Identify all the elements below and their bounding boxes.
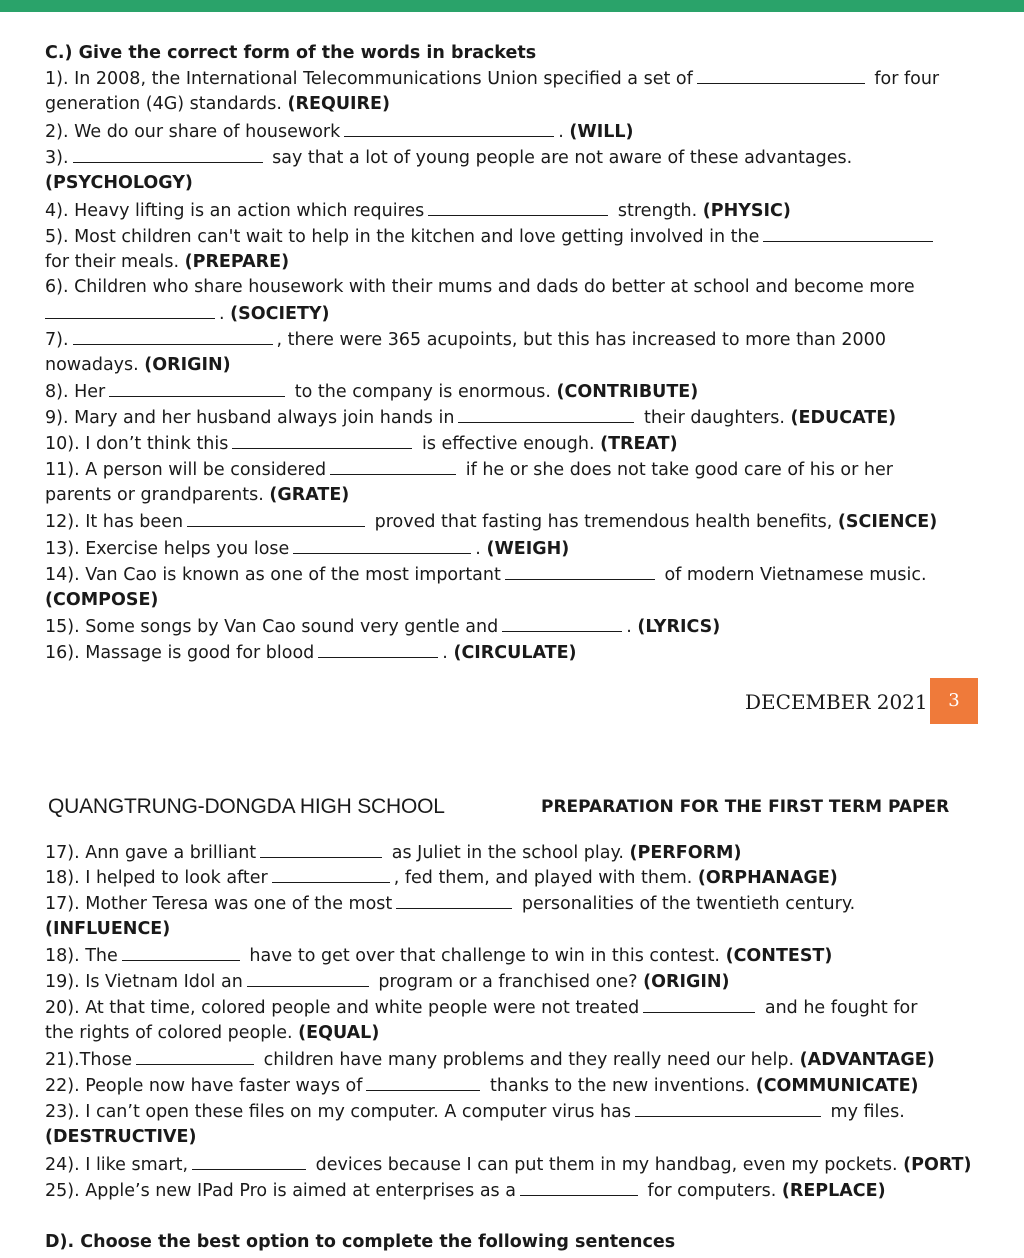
question-11-line-2: parents or grandparents. (GRATE) — [45, 485, 350, 505]
keyword: (CIRCULATE) — [453, 643, 577, 663]
answer-blank[interactable] — [366, 1074, 480, 1091]
keyword: (REQUIRE) — [287, 94, 390, 114]
question-8: 8). Her to the company is enormous. (CONTRIBUTE) — [45, 382, 699, 402]
question-23-line-1: 23). I can’t open these files on my computer. A computer virus has my files. — [45, 1102, 905, 1122]
answer-blank[interactable] — [502, 615, 622, 632]
keyword: (PREPARE) — [184, 252, 290, 272]
question-22: 22). People now have faster ways of thanks to the new inventions. (COMMUNICATE) — [45, 1076, 919, 1096]
question-25: 25). Apple’s new IPad Pro is aimed at enterprises as a for computers. (REPLACE) — [45, 1181, 886, 1201]
keyword: (SCIENCE) — [837, 512, 938, 532]
keyword: (ORIGIN) — [144, 355, 231, 375]
answer-blank[interactable] — [192, 1153, 306, 1170]
question-14-line-2 — [45, 589, 158, 611]
keyword: (EQUAL) — [298, 1023, 380, 1043]
question-3-line-2 — [45, 172, 193, 194]
answer-blank[interactable] — [122, 944, 240, 961]
keyword: (CONTEST) — [725, 946, 833, 966]
keyword: (LYRICS) — [637, 617, 721, 637]
keyword: (TREAT) — [600, 434, 678, 454]
paper-title: PREPARATION FOR THE FIRST TERM PAPER — [541, 797, 950, 817]
keyword: (ADVANTAGE) — [799, 1050, 935, 1070]
question-18b: 18). The have to get over that challenge to win in this contest. (CONTEST) — [45, 946, 833, 966]
question-5-line-1: 5). Most children can't wait to help in the kitchen and love getting involved in the — [45, 225, 937, 247]
section-c-title: C.) Give the correct form of the words in brackets — [45, 43, 537, 63]
question-23-line-2 — [45, 1126, 197, 1148]
keyword: (INFLUENCE) — [45, 919, 171, 939]
keyword: (COMMUNICATE) — [755, 1076, 919, 1096]
question-5-line-2: for their meals. (PREPARE) — [45, 252, 290, 272]
question-1-line-2: generation (4G) standards. (REQUIRE) — [45, 94, 390, 114]
question-6-line-1: 6). Children who share housework with their mums and dads do better at school and become more — [45, 277, 915, 297]
keyword: (GRATE) — [269, 485, 350, 505]
answer-blank[interactable] — [505, 563, 655, 580]
answer-blank[interactable] — [330, 458, 456, 475]
question-17b-line-1: 17). Mother Teresa was one of the most personalities of the twentieth century. — [45, 894, 856, 914]
keyword: (EDUCATE) — [790, 408, 897, 428]
question-19: 19). Is Vietnam Idol an program or a franchised one? (ORIGIN) — [45, 972, 730, 992]
question-17: 17). Ann gave a brilliant as Juliet in the school play. (PERFORM) — [45, 843, 742, 863]
answer-blank[interactable] — [136, 1048, 254, 1065]
answer-blank[interactable] — [318, 641, 438, 658]
answer-blank[interactable] — [520, 1179, 638, 1196]
question-18: 18). I helped to look after , fed them, and played with them. (ORPHANAGE) — [45, 868, 838, 888]
keyword: (CONTRIBUTE) — [556, 382, 699, 402]
school-name: QUANGTRUNG-DONGDA HIGH SCHOOL — [48, 795, 445, 818]
keyword: (DESTRUCTIVE) — [45, 1127, 197, 1147]
question-13: 13). Exercise helps you lose . (WEIGH) — [45, 539, 570, 559]
question-16: 16). Massage is good for blood . (CIRCULATE) — [45, 643, 577, 663]
answer-blank[interactable] — [73, 328, 273, 345]
question-11-line-1: 11). A person will be considered if he or she does not take good care of his or her — [45, 460, 893, 480]
answer-blank[interactable] — [697, 67, 865, 84]
keyword: (SOCIETY) — [230, 304, 330, 324]
page-number: 3 — [930, 678, 978, 724]
answer-blank[interactable] — [247, 970, 369, 987]
keyword: (WEIGH) — [486, 539, 570, 559]
section-d-title: D). Choose the best option to complete the following sentences — [45, 1232, 676, 1252]
keyword: (ORIGIN) — [643, 972, 730, 992]
footer-date: DECEMBER 2021 — [745, 690, 928, 714]
question-14-line-1: 14). Van Cao is known as one of the most important of modern Vietnamese music. — [45, 565, 927, 585]
question-10: 10). I don’t think this is effective enough. (TREAT) — [45, 434, 678, 454]
answer-blank[interactable] — [73, 146, 263, 163]
keyword: (WILL) — [569, 122, 634, 142]
answer-blank[interactable] — [458, 406, 634, 423]
answer-blank[interactable] — [45, 302, 215, 319]
answer-blank[interactable] — [232, 432, 412, 449]
answer-blank[interactable] — [428, 199, 608, 216]
answer-blank[interactable] — [272, 866, 390, 883]
question-7-line-1: 7). , there were 365 acupoints, but this has increased to more than 2000 — [45, 330, 886, 350]
question-2: 2). We do our share of housework . (WILL) — [45, 122, 634, 142]
keyword: (COMPOSE) — [45, 590, 159, 610]
question-17b-line-2 — [45, 918, 170, 940]
keyword: (PSYCHOLOGY) — [45, 173, 193, 193]
top-color-bar — [0, 0, 1024, 12]
question-9: 9). Mary and her husband always join hands in their daughters. (EDUCATE) — [45, 408, 897, 428]
answer-blank[interactable] — [635, 1100, 821, 1117]
keyword: (PHYSIC) — [702, 201, 791, 221]
keyword: (PERFORM) — [629, 843, 742, 863]
answer-blank[interactable] — [187, 510, 365, 527]
answer-blank[interactable] — [396, 892, 512, 909]
question-3-line-1: 3). say that a lot of young people are not aware of these advantages. — [45, 148, 853, 168]
answer-blank[interactable] — [109, 380, 285, 397]
question-21: 21).Those children have many problems and they really need our help. (ADVANTAGE) — [45, 1050, 935, 1070]
question-12: 12). It has been proved that fasting has tremendous health benefits, (SCIENCE) — [45, 512, 938, 532]
answer-blank[interactable] — [293, 537, 471, 554]
keyword: (PORT) — [903, 1155, 972, 1175]
question-20-line-1: 20). At that time, colored people and white people were not treated and he fought for — [45, 998, 918, 1018]
question-6-line-2: . (SOCIETY) — [45, 302, 330, 324]
question-15: 15). Some songs by Van Cao sound very gentle and . (LYRICS) — [45, 617, 721, 637]
answer-blank[interactable] — [763, 225, 933, 242]
question-1-line-1: 1). In 2008, the International Telecommunications Union specified a set of for four — [45, 69, 940, 89]
question-20-line-2: the rights of colored people. (EQUAL) — [45, 1023, 380, 1043]
question-24: 24). I like smart, devices because I can put them in my handbag, even my pockets. (PORT) — [45, 1155, 972, 1175]
answer-blank[interactable] — [643, 996, 755, 1013]
answer-blank[interactable] — [344, 120, 554, 137]
question-7-line-2: nowadays. (ORIGIN) — [45, 355, 231, 375]
keyword: (REPLACE) — [781, 1181, 886, 1201]
answer-blank[interactable] — [260, 841, 382, 858]
keyword: (ORPHANAGE) — [697, 868, 838, 888]
question-4: 4). Heavy lifting is an action which requires strength. (PHYSIC) — [45, 201, 791, 221]
